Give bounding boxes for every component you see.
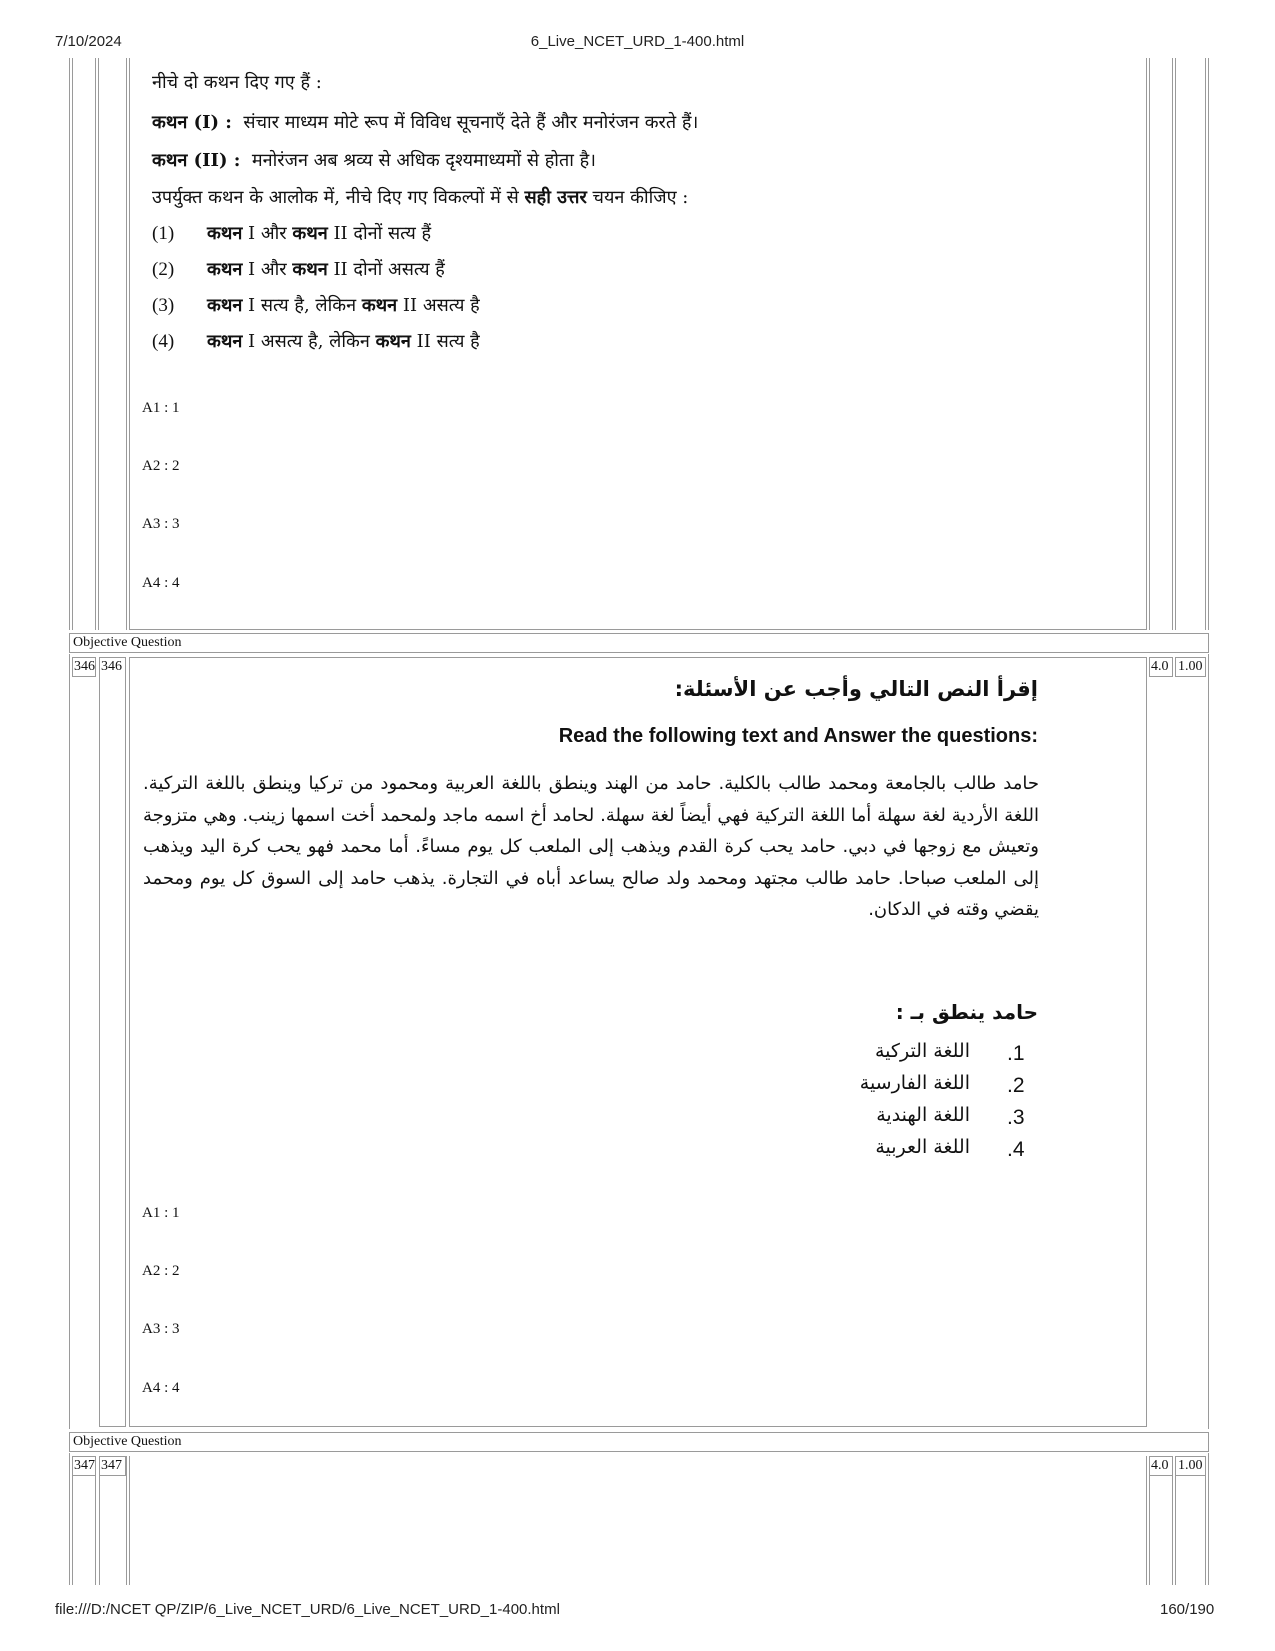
cell-bottom-border [129,629,1147,630]
cell-divider [1149,1476,1150,1585]
print-date: 7/10/2024 [55,33,122,50]
cell-divider [95,58,96,630]
marks: 4.0 [1151,1458,1169,1473]
option-number: (3) [152,295,175,316]
statement-2 [152,148,596,172]
negative-marks: 1.00 [1178,659,1203,674]
answer-key-1: A1 : 1 [142,1205,180,1221]
cell-divider [1205,1476,1206,1585]
cell-divider [95,1476,96,1585]
option-3-text: कथन I सत्य है, लेकिन कथन II असत्य है [207,295,480,316]
option-4-text: कथन I असत्य है, लेकिन कथन II सत्य है [207,331,480,352]
option-2 [790,1072,1040,1102]
option-number: .3 [1007,1106,1025,1129]
answer-key-3: A3 : 3 [142,516,180,532]
instruction: उपर्युक्त कथन के आलोक में, नीचे दिए गए विकल्पों में से सही उत्तर चयन कीजिए : [152,187,689,208]
option-number: .4 [1007,1138,1025,1161]
question-id-cell [99,657,126,1427]
table-border-left [69,58,70,630]
answer-key-4: A4 : 4 [142,575,180,591]
cell-divider [1146,58,1147,630]
cell-divider [1172,1476,1173,1585]
option-number: (4) [152,331,175,352]
option-1-text: कथन I और कथन II दोनों सत्य हैं [207,223,432,244]
table-border-right [1208,654,1209,1429]
answer-key-2: A2 : 2 [142,1263,180,1279]
cell-divider [129,58,130,630]
option-number: .1 [1007,1042,1025,1065]
answer-key-1: A1 : 1 [142,400,180,416]
cell-divider [98,58,99,630]
option-text: اللغة التركية [875,1040,970,1062]
option-number: (1) [152,223,175,244]
option-text: اللغة الهندية [876,1104,970,1126]
cell-divider [1175,1476,1176,1585]
marks: 4.0 [1151,659,1169,674]
option-text: اللغة الفارسية [859,1072,970,1094]
cell-divider [1175,58,1176,630]
option-text: اللغة العربية [875,1136,970,1158]
cell-divider [129,1456,130,1585]
question-type-label: Objective Question [73,635,182,650]
statement-2-text: मनोरंजन अब श्रव्य से अधिक दृश्यमाध्यमों से होता है। [251,150,596,171]
answer-key-2: A2 : 2 [142,458,180,474]
question-type-label: Objective Question [73,1434,182,1449]
print-file-path: file:///D:/NCET QP/ZIP/6_Live_NCET_URD/6_Live_NCET_URD_1-400.html [55,1601,560,1618]
option-2-text: कथन I और कथन II दोनों असत्य हैं [207,259,445,280]
cell-divider [126,58,127,630]
cell-divider [99,1476,100,1585]
option-3 [790,1104,1040,1134]
option-number: (2) [152,259,175,280]
cell-divider [1172,58,1173,630]
statement-1 [152,110,698,134]
negative-marks: 1.00 [1178,1458,1203,1473]
statement-2-label: कथन (II) : [152,150,241,171]
option-number: .2 [1007,1074,1025,1097]
serial-number: 346 [74,659,95,674]
answer-key-4: A4 : 4 [142,1380,180,1396]
question-id: 346 [101,659,122,674]
answer-key-3: A3 : 3 [142,1321,180,1337]
question-text: حامد ينطق بـ : [895,1000,1038,1024]
cell-divider [72,1476,73,1585]
option-1 [790,1040,1040,1070]
statements-intro: नीचे दो कथन दिए गए हैं : [152,72,322,93]
table-border-left [69,654,70,1429]
table-border-right [1205,58,1206,630]
question-id: 347 [101,1458,122,1473]
statement-1-label: कथन (I) : [152,112,232,133]
cell-divider [1149,58,1150,630]
option-4 [790,1136,1040,1166]
print-page-title: 6_Live_NCET_URD_1-400.html [530,33,745,50]
table-border-left-inner [72,58,73,630]
cell-divider [126,1456,127,1585]
table-border-right [1208,1453,1209,1585]
reading-passage: حامد طالب بالجامعة ومحمد طالب بالكلية. حامد من الهند وينطق باللغة العربية ومحمود من تركيا وينطق باللغة التركية. اللغة الأردية لغة سهلة أما اللغة التركية فهي أيضاً لغة سهلة. لحامد أخ اسمه ماجد ولمحمد أخت اسمها زينب. وهي متزوجة وتعيش مع زوجها في دبي. حامد يحب كرة القدم ويذهب إلى الملعب كل يوم مساءً. أما محمد فهو يحب كرة اليد ويذهب إلى الملعب صباحا. حامد طالب مجتهد ومحمد ولد صالح يساعد أباه في التجارة. يذهب حامد إلى السوق كل يوم ومحمد يقضي وقته في الدكان. [143,773,1039,920]
question-type-row [69,633,1209,653]
table-border-right-outer [1208,58,1209,630]
statement-1-text: संचार माध्यम मोटे रूप में विविध सूचनाएँ देते हैं और मनोरंजन करते हैं। [243,112,699,133]
arabic-instruction: إقرأ النص التالي وأجب عن الأسئلة: [674,677,1038,701]
question-type-row [69,1432,1209,1452]
print-page-number: 160/190 [1160,1601,1215,1618]
cell-divider [1146,1456,1147,1585]
english-instruction: Read the following text and Answer the questions: [558,725,1038,747]
serial-number: 347 [74,1458,95,1473]
table-border-left [69,1453,70,1585]
